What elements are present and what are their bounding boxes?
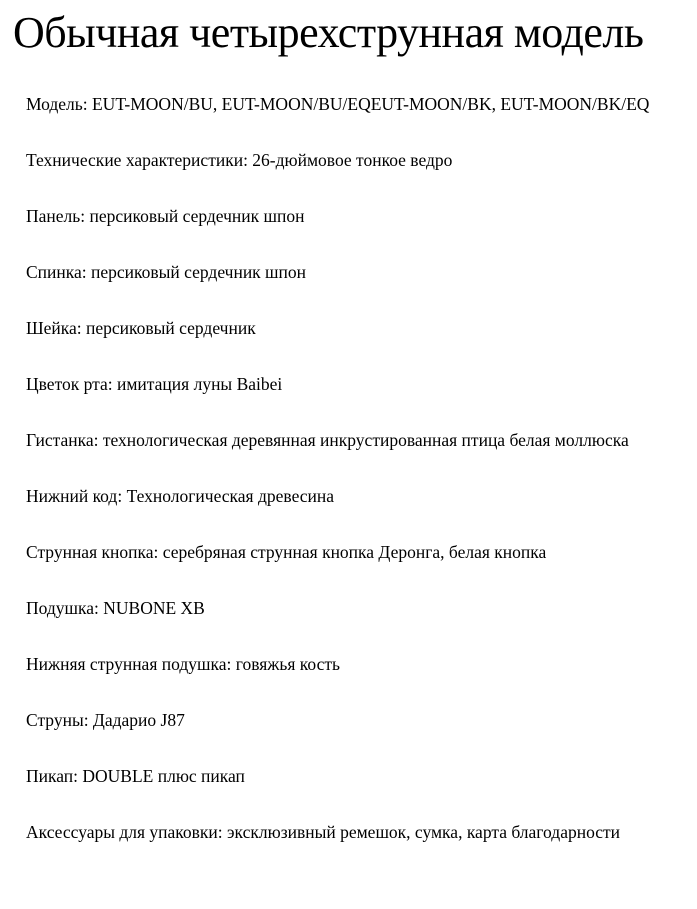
spec-nut: Подушка: NUBONE XB xyxy=(26,598,205,618)
spec-strings: Струны: Дадарио J87 xyxy=(26,710,185,730)
page-title: Обычная четырехструнная модель xyxy=(13,8,644,57)
spec-technical-characteristics: Технические характеристики: 26-дюймовое тонкое ведро xyxy=(26,150,453,170)
spec-list xyxy=(26,92,694,876)
spec-fingerboard: Гистанка: технологическая деревянная инкрустированная птица белая моллюска xyxy=(26,430,629,450)
spec-saddle: Нижняя струнная подушка: говяжья кость xyxy=(26,654,341,674)
spec-model: Модель: EUT-MOON/BU, EUT-MOON/BU/EQEUT-MOON/BK, EUT-MOON/BK/EQ xyxy=(26,94,650,114)
spec-top-panel: Панель: персиковый сердечник шпон xyxy=(26,206,305,226)
spec-neck: Шейка: персиковый сердечник xyxy=(26,318,256,338)
spec-rosette: Цветок рта: имитация луны Baibei xyxy=(26,374,283,394)
spec-back: Спинка: персиковый сердечник шпон xyxy=(26,262,307,282)
spec-tuners: Струнная кнопка: серебряная струнная кнопка Деронга, белая кнопка xyxy=(26,542,547,562)
spec-accessories: Аксессуары для упаковки: эксклюзивный ремешок, сумка, карта благодарности xyxy=(26,822,621,842)
spec-bridge: Нижний код: Технологическая древесина xyxy=(26,486,335,506)
spec-pickup: Пикап: DOUBLE плюс пикап xyxy=(26,766,245,786)
